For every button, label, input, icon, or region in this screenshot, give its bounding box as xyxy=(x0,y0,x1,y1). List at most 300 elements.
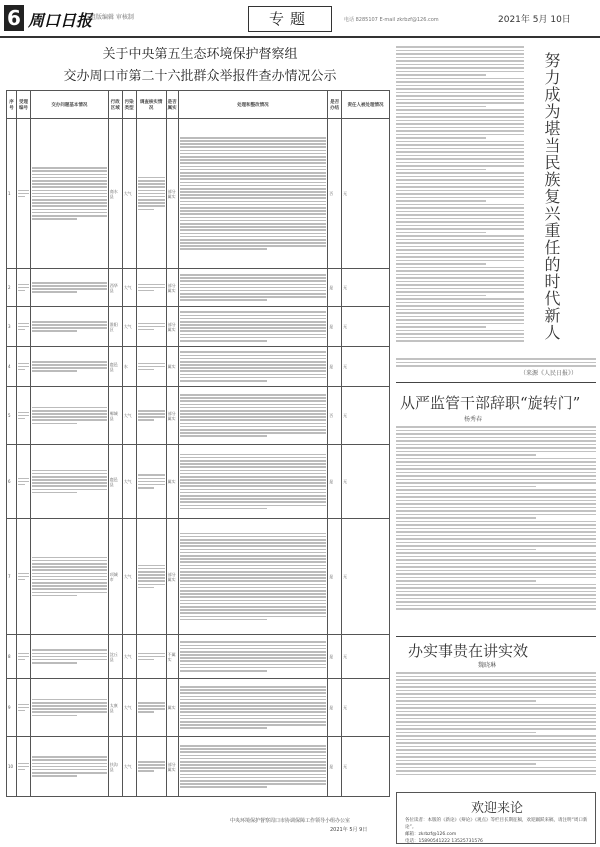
complaint-content xyxy=(30,445,108,519)
accountability-text: 无 xyxy=(343,705,348,710)
text-line xyxy=(138,363,165,365)
text-line xyxy=(396,323,524,325)
text-line xyxy=(18,190,29,192)
receipt-id xyxy=(16,307,30,347)
text-line xyxy=(396,549,536,551)
text-line xyxy=(396,763,536,765)
text-line xyxy=(180,324,327,326)
text-line xyxy=(396,753,596,755)
text-line xyxy=(180,536,327,538)
text-line xyxy=(18,323,29,325)
text-line xyxy=(180,670,268,672)
text-line xyxy=(396,454,536,456)
text-line xyxy=(180,696,327,698)
text-line xyxy=(396,225,524,227)
article2-author: 杨秀春 xyxy=(464,416,483,423)
row-number-text: 1 xyxy=(8,191,11,196)
section-label: 专题 xyxy=(248,6,332,32)
text-line xyxy=(32,476,107,478)
text-line xyxy=(396,274,524,276)
header-cell: 处理和整改情况 xyxy=(178,91,328,119)
text-line xyxy=(18,763,29,765)
text-line xyxy=(18,704,29,706)
text-line xyxy=(180,660,327,662)
text-line xyxy=(32,485,107,487)
text-line xyxy=(396,302,524,304)
text-line xyxy=(138,366,165,368)
text-line xyxy=(180,351,327,353)
text-line xyxy=(180,761,327,763)
page-header xyxy=(0,0,600,38)
text-line xyxy=(138,767,165,769)
text-line xyxy=(180,327,327,329)
text-line xyxy=(32,489,107,491)
text-line xyxy=(32,413,107,415)
text-line xyxy=(18,366,29,368)
completed-text: 是 xyxy=(329,364,334,369)
accountability-text: 无 xyxy=(343,191,348,196)
text-line xyxy=(18,193,29,195)
text-line xyxy=(396,298,524,300)
text-line xyxy=(396,183,524,185)
text-line xyxy=(180,466,327,468)
notice-issuer: 中央环境保护督察周口市协调保障工作领导小组办公室 xyxy=(230,818,351,824)
text-line xyxy=(396,144,524,146)
text-line xyxy=(396,295,486,297)
contact-info: 电话 8285107 E-mail zkrbzf@126.com xyxy=(344,17,439,23)
text-line xyxy=(138,702,165,704)
receipt-id xyxy=(16,269,30,307)
text-line xyxy=(396,340,524,342)
text-line xyxy=(32,291,77,293)
text-line xyxy=(180,315,327,317)
completed xyxy=(328,519,342,635)
text-line xyxy=(396,686,596,688)
text-line xyxy=(396,365,596,367)
text-line xyxy=(180,210,327,212)
text-line xyxy=(138,577,165,579)
completed-text: 是 xyxy=(329,324,334,329)
text-line xyxy=(396,700,536,702)
text-line xyxy=(32,759,107,761)
text-line xyxy=(180,188,327,190)
text-line xyxy=(396,721,596,723)
text-line xyxy=(180,311,327,313)
district xyxy=(108,635,122,679)
text-line xyxy=(180,429,327,431)
text-line xyxy=(32,557,107,559)
completed-text: 是 xyxy=(329,654,334,659)
text-line xyxy=(180,410,327,412)
text-line xyxy=(180,321,327,323)
text-line xyxy=(396,601,596,603)
text-line xyxy=(180,413,327,415)
accountability-text: 无 xyxy=(343,479,348,484)
text-line xyxy=(32,566,107,568)
verified-text: 部分属实 xyxy=(167,321,176,332)
text-line xyxy=(32,186,107,188)
text-line xyxy=(396,151,524,153)
complaint-table xyxy=(6,90,390,797)
text-line xyxy=(180,561,327,563)
article3-author: 魏晓琳 xyxy=(478,662,497,669)
text-line xyxy=(180,394,327,396)
pollution-type-text: 大气 xyxy=(123,764,132,769)
text-line xyxy=(396,162,524,164)
text-line xyxy=(180,654,327,656)
text-line xyxy=(396,718,596,720)
text-line xyxy=(32,573,107,575)
text-line xyxy=(138,180,165,182)
text-line xyxy=(396,158,524,160)
accountability-text: 无 xyxy=(343,413,348,418)
text-line xyxy=(180,416,327,418)
text-line xyxy=(32,595,77,597)
text-line xyxy=(138,326,165,328)
text-line xyxy=(180,358,327,360)
text-line xyxy=(180,194,327,196)
text-line xyxy=(138,484,165,486)
text-line xyxy=(138,284,165,286)
completed xyxy=(328,737,342,797)
text-line xyxy=(32,775,77,777)
investigation xyxy=(136,269,166,307)
handling xyxy=(178,387,328,445)
text-line xyxy=(180,280,327,282)
district xyxy=(108,307,122,347)
text-line xyxy=(180,473,327,475)
table-row xyxy=(7,387,390,445)
text-line xyxy=(180,217,327,219)
text-line xyxy=(396,190,524,192)
text-line xyxy=(396,430,596,432)
text-line xyxy=(18,326,29,328)
text-line xyxy=(396,732,536,734)
text-line xyxy=(396,333,524,335)
text-line xyxy=(32,708,107,710)
text-line xyxy=(396,78,524,80)
accountability-text: 无 xyxy=(343,364,348,369)
text-line xyxy=(180,137,327,139)
completed xyxy=(328,307,342,347)
text-line xyxy=(180,485,327,487)
text-line xyxy=(396,458,596,460)
text-line xyxy=(396,99,524,101)
text-line xyxy=(138,711,154,713)
text-line xyxy=(396,437,596,439)
text-line xyxy=(32,410,107,412)
text-line xyxy=(32,205,107,207)
text-line xyxy=(180,460,327,462)
investigation xyxy=(136,635,166,679)
verified-text: 属实 xyxy=(167,705,176,710)
text-line xyxy=(32,215,107,217)
text-line xyxy=(138,659,154,661)
pollution-type-text: 大气 xyxy=(123,705,132,710)
text-line xyxy=(138,656,165,658)
complaint-content xyxy=(30,635,108,679)
text-line xyxy=(396,211,524,213)
text-line xyxy=(396,113,524,115)
text-line xyxy=(180,745,327,747)
district xyxy=(108,679,122,737)
text-line xyxy=(396,85,524,87)
text-line xyxy=(18,284,29,286)
text-line xyxy=(138,199,165,201)
verified-text: 部分属实 xyxy=(167,571,176,582)
text-line xyxy=(396,46,524,48)
verified xyxy=(166,119,178,269)
complaint-content xyxy=(30,119,108,269)
text-line xyxy=(18,481,29,483)
text-line xyxy=(32,177,107,179)
text-line xyxy=(180,293,327,295)
text-line xyxy=(180,470,327,472)
text-line xyxy=(180,175,327,177)
text-line xyxy=(32,576,107,578)
text-line xyxy=(180,150,327,152)
header-cell: 是否办结 xyxy=(328,91,342,119)
text-line xyxy=(396,232,486,234)
completed xyxy=(328,679,342,737)
row-number xyxy=(7,387,17,445)
text-line xyxy=(396,521,596,523)
text-line xyxy=(18,287,29,289)
text-line xyxy=(180,689,327,691)
completed xyxy=(328,347,342,387)
text-line xyxy=(396,482,596,484)
text-line xyxy=(138,323,165,325)
text-line xyxy=(396,587,596,589)
accountability-text: 无 xyxy=(343,574,348,579)
text-line xyxy=(18,573,29,575)
text-line xyxy=(396,542,596,544)
article3-title: 办实事贵在讲实效 xyxy=(408,642,529,660)
text-line xyxy=(180,577,327,579)
text-line xyxy=(138,193,165,195)
text-line xyxy=(180,191,327,193)
text-line xyxy=(396,284,524,286)
welcome-title: 欢迎来论 xyxy=(470,801,523,816)
text-line xyxy=(396,214,524,216)
text-line xyxy=(18,369,25,371)
text-line xyxy=(180,783,327,785)
handling xyxy=(178,119,328,269)
notice-title xyxy=(30,44,370,88)
text-line xyxy=(180,337,327,339)
text-line xyxy=(396,305,524,307)
text-line xyxy=(180,248,268,250)
text-line xyxy=(180,245,327,247)
article2-text xyxy=(396,424,596,612)
text-line xyxy=(18,196,25,198)
text-line xyxy=(180,648,327,650)
header-cell: 受理编号 xyxy=(16,91,30,119)
text-line xyxy=(18,415,29,417)
accountability-text: 无 xyxy=(343,324,348,329)
text-line xyxy=(180,718,327,720)
text-line xyxy=(396,362,596,364)
text-line xyxy=(180,600,327,602)
text-line xyxy=(180,533,327,535)
verified xyxy=(166,387,178,445)
text-line xyxy=(18,707,29,709)
text-line xyxy=(138,487,154,489)
text-line xyxy=(180,407,327,409)
text-line xyxy=(396,433,596,435)
text-line xyxy=(396,447,596,449)
text-line xyxy=(396,493,596,495)
text-line xyxy=(32,416,107,418)
text-line xyxy=(396,556,596,558)
completed xyxy=(328,119,342,269)
text-line xyxy=(138,186,165,188)
pollution-type-text: 大气 xyxy=(123,285,132,290)
row-number xyxy=(7,737,17,797)
district xyxy=(108,737,122,797)
verified xyxy=(166,269,178,307)
text-line xyxy=(180,667,327,669)
text-line xyxy=(18,484,25,486)
welcome-text xyxy=(405,817,591,845)
text-line xyxy=(180,404,327,406)
text-line xyxy=(180,767,327,769)
text-line xyxy=(32,202,107,204)
table-row xyxy=(7,307,390,347)
text-line xyxy=(396,64,524,66)
text-line xyxy=(180,299,268,301)
text-line xyxy=(32,482,107,484)
header-cell: 是否属实 xyxy=(166,91,178,119)
text-line xyxy=(180,367,327,369)
verified xyxy=(166,635,178,679)
text-line xyxy=(138,705,165,707)
text-line xyxy=(180,495,327,497)
text-line xyxy=(180,239,327,241)
text-line xyxy=(396,95,524,97)
verified xyxy=(166,519,178,635)
text-line xyxy=(396,728,596,730)
text-line xyxy=(396,288,524,290)
text-line xyxy=(396,172,524,174)
text-line xyxy=(396,218,524,220)
receipt-id xyxy=(16,445,30,519)
text-line xyxy=(32,199,107,201)
text-line xyxy=(180,419,327,421)
text-line xyxy=(396,714,596,716)
pollution-type-text: 大气 xyxy=(123,191,132,196)
text-line xyxy=(138,410,165,412)
text-line xyxy=(396,148,524,150)
text-line xyxy=(180,616,327,618)
article1-text-b xyxy=(396,356,596,369)
handling xyxy=(178,307,328,347)
text-line xyxy=(180,758,327,760)
text-line xyxy=(396,291,524,293)
row-number-text: 5 xyxy=(8,413,11,418)
text-line xyxy=(18,363,29,365)
complaint-content xyxy=(30,737,108,797)
text-line xyxy=(396,760,596,762)
row-number-text: 9 xyxy=(8,705,11,710)
text-line xyxy=(396,326,486,328)
table-row xyxy=(7,635,390,679)
text-line xyxy=(180,508,268,510)
text-line xyxy=(180,715,327,717)
complaint-content xyxy=(30,347,108,387)
accountability xyxy=(342,679,390,737)
text-line xyxy=(396,337,524,339)
text-line xyxy=(180,277,327,279)
text-line xyxy=(32,370,77,372)
text-line xyxy=(396,496,596,498)
text-line xyxy=(180,619,268,621)
handling xyxy=(178,445,328,519)
text-line xyxy=(396,573,596,575)
text-line xyxy=(138,419,154,421)
handling xyxy=(178,269,328,307)
handling xyxy=(178,679,328,737)
investigation xyxy=(136,387,166,445)
text-line xyxy=(138,196,165,198)
text-line xyxy=(180,580,327,582)
district-text: 项城市 xyxy=(109,571,118,582)
complaint-content xyxy=(30,307,108,347)
text-line xyxy=(180,641,327,643)
table-row xyxy=(7,269,390,307)
text-line xyxy=(138,571,165,573)
text-line xyxy=(396,200,486,202)
text-line xyxy=(138,761,165,763)
row-number-text: 3 xyxy=(8,324,11,329)
text-line xyxy=(396,500,596,502)
text-line xyxy=(180,542,327,544)
verified-text: 部分属实 xyxy=(167,410,176,421)
article1-text-a xyxy=(396,44,524,344)
text-line xyxy=(32,367,107,369)
text-line xyxy=(396,193,524,195)
row-number-text: 8 xyxy=(8,654,11,659)
district xyxy=(108,119,122,269)
text-line xyxy=(396,127,524,129)
text-line xyxy=(396,538,596,540)
investigation xyxy=(136,519,166,635)
text-line xyxy=(32,769,107,771)
row-number xyxy=(7,635,17,679)
text-line xyxy=(180,156,327,158)
text-line xyxy=(180,482,327,484)
text-line xyxy=(396,169,486,171)
text-line xyxy=(180,568,327,570)
text-line xyxy=(180,539,327,541)
text-line xyxy=(396,316,524,318)
text-line xyxy=(180,185,327,187)
text-line xyxy=(396,524,596,526)
handling xyxy=(178,737,328,797)
text-line xyxy=(138,574,165,576)
text-line xyxy=(396,123,524,125)
text-line xyxy=(180,140,327,142)
text-line xyxy=(18,659,25,661)
article1-title: 努力成为堪当民族复兴重任的时代新人 xyxy=(542,52,561,341)
text-line xyxy=(180,364,327,366)
text-line xyxy=(180,492,327,494)
header-cell: 序号 xyxy=(7,91,17,119)
row-number xyxy=(7,445,17,519)
header-cell: 调查核实情况 xyxy=(136,91,166,119)
text-line xyxy=(180,711,327,713)
complaint-content xyxy=(30,679,108,737)
